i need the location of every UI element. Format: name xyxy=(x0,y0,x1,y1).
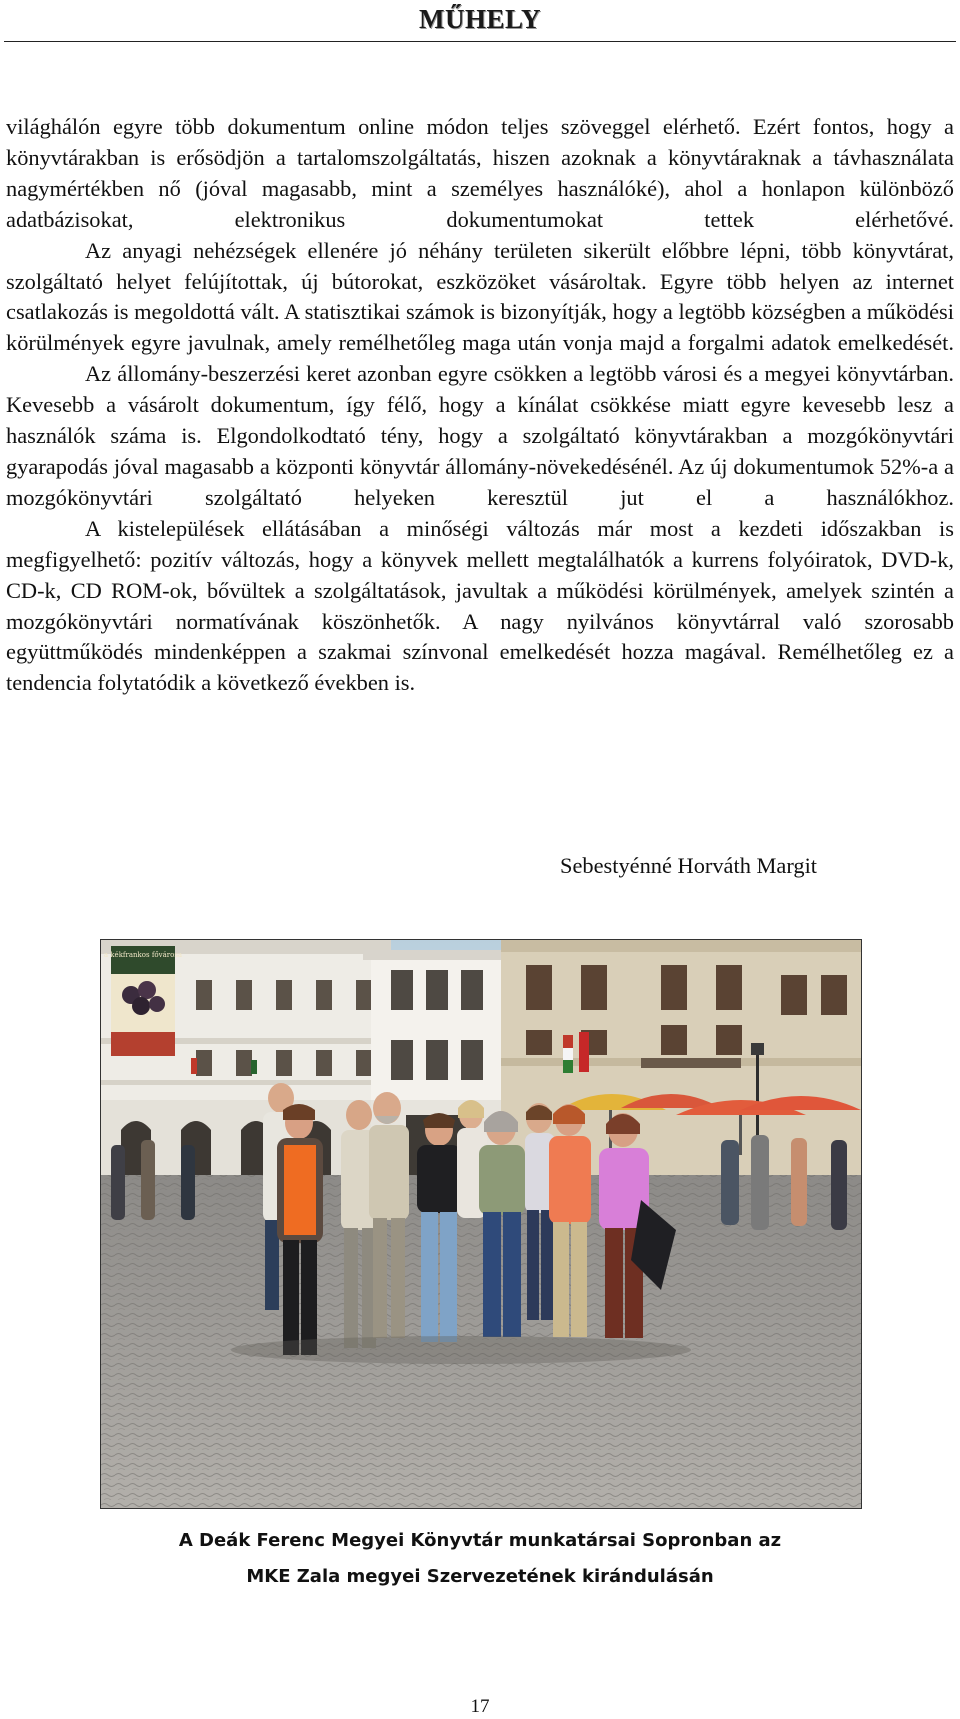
header-divider xyxy=(4,41,956,42)
paragraph-2: Az anyagi nehézségek ellenére jó néhány területen sikerült előbbre lépni, több könyvtárat, szolgáltató helyet felújítottak, új bútorokat, eszközöket vásároltak. Egyre több helyen az internet csatlakozás is megoldottá vált. A statisztikai számok is bizonyítják, hogy a legtöbb községben a működési körülmények egyre javulnak, amely remélhetőleg maga után vonja majd a forgalmi adatok emelkedését. xyxy=(6,237,954,356)
paragraph-3: Az állomány-beszerzési keret azonban egyre csökken a legtöbb városi és a megyei könyvtárban. Kevesebb a vásárolt dokumentum, így félő, hogy a kínálat csökkése miatt egyre kevesebb lesz a használók száma is. Elgondolkodtató tény, hogy a szolgáltató könyvtárakban a mozgókönyvtári gyarapodás jóval magasabb a központi könyvtár állomány-növekedésénél. Az új dokumentumok 52%-a a mozgókönyvtári szolgáltató helyeken keresztül jut el a használókhoz. xyxy=(6,361,954,510)
group-photo xyxy=(100,939,862,1509)
author-signature: Sebestyénné Horváth Margit xyxy=(560,853,818,878)
paragraph-4: A kistelepülések ellátásában a minőségi változás már most a kezdeti időszakban is megfigyelhető: pozitív változás, hogy a könyvek mellett megtalálhatók a kurrens folyóiratok, DVD-k, CD-k, CD ROM-ok, bővültek a szolgáltatások, javultak a működési körülmények, amelyek szintén a mozgókönyvtári normatívának köszönhetők. A nagy nyilvános könyvtárral való szorosabb együttműködés mindenképpen a szakmai színvonal emelkedését hozza magával. Remélhetőleg ez a tendencia folytatódik a következő években is. xyxy=(6,515,954,696)
section-title: MŰHELY xyxy=(418,4,542,34)
page-header xyxy=(0,0,960,44)
caption-line-2: MKE Zala megyei Szervezetének kirándulásán xyxy=(246,1566,714,1587)
photo-caption xyxy=(0,1523,960,1595)
caption-line-1: A Deák Ferenc Megyei Könyvtár munkatársai Sopronban az xyxy=(178,1530,782,1551)
article-body xyxy=(6,112,954,699)
banner-label: a kékfrankos fővárosa xyxy=(103,951,183,959)
page-number: 17 xyxy=(470,1696,490,1717)
paragraph-1: világhálón egyre több dokumentum online módon teljes szöveggel elérhető. Ezért fontos, hogy a könyvtárakban is erősödjön a tartalomszolgáltatás, hiszen azoknak a könyvtáraknak a távhasználata nagymértékben nő (jóval magasabb, mint a személyes használóké), ahol a honlapon különböző adatbázisokat, elektronikus dokumentumokat tettek elérhetővé. xyxy=(6,114,954,232)
group-photo-illustration xyxy=(101,940,861,1508)
